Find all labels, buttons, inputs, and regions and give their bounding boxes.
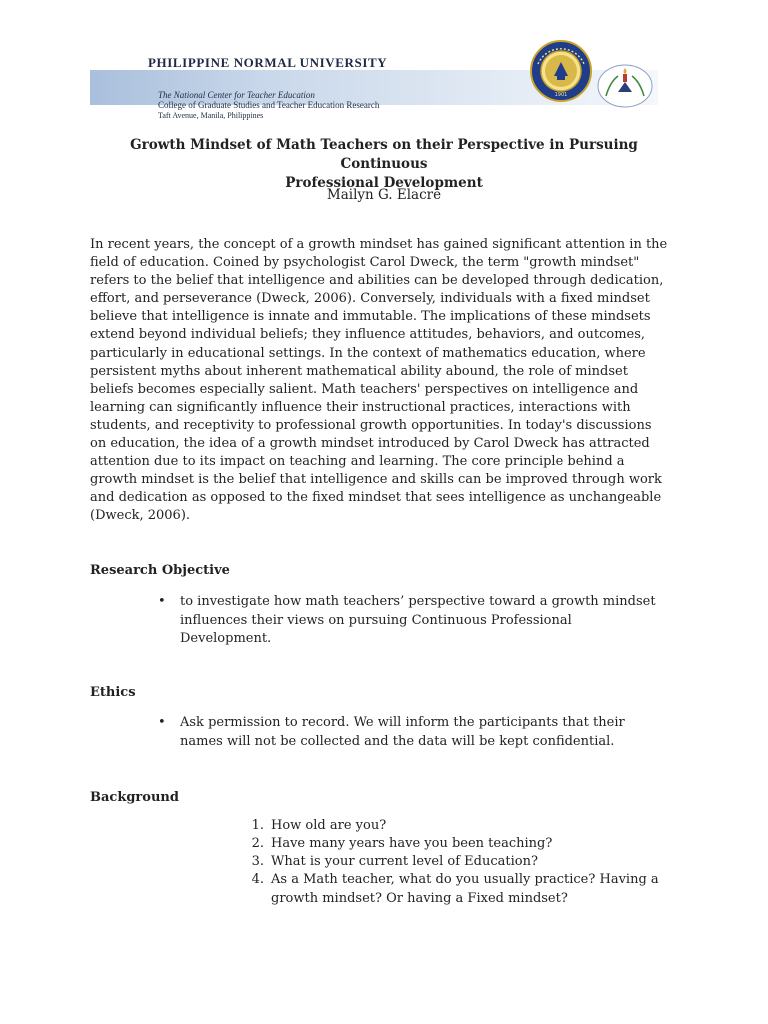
paragraph-line: believe that intelligence is innate and immutable. The implications of these mindsets bbox=[90, 309, 651, 325]
list-number: 4. bbox=[251, 872, 264, 887]
paragraph-line: refers to the belief that intelligence and abilities can be developed through dedication, bbox=[90, 273, 664, 289]
list-item bbox=[271, 835, 552, 854]
bullet: • bbox=[158, 715, 166, 730]
tagline: The National Center for Teacher Education bbox=[158, 90, 315, 100]
paragraph-line: (Dweck, 2006). bbox=[90, 508, 191, 524]
list-item bbox=[271, 871, 659, 908]
background-heading: Background bbox=[90, 790, 179, 805]
paragraph-line: extend beyond individual beliefs; they influence attitudes, behaviors, and outcomes, bbox=[90, 327, 646, 343]
paragraph-line: learning can significantly influence their instructional practices, interactions with bbox=[90, 399, 631, 415]
bullet-line: Ask permission to record. We will inform the participants that their bbox=[180, 715, 625, 730]
university-name: PHILIPPINE NORMAL UNIVERSITY bbox=[148, 55, 388, 70]
paragraph-line: and dedication as opposed to the fixed mindset that sees intelligence as unchangeable bbox=[90, 490, 662, 506]
paragraph-line: beliefs becomes especially salient. Math teachers' perspectives on intelligence and bbox=[90, 381, 639, 397]
list-item bbox=[271, 853, 538, 872]
list-number: 1. bbox=[251, 818, 264, 833]
list-item-line: How old are you? bbox=[271, 818, 387, 833]
seal-year: 1901 bbox=[554, 92, 568, 98]
ethics-text bbox=[180, 714, 625, 751]
ethics-heading: Ethics bbox=[90, 685, 136, 700]
title-line: Professional Development bbox=[285, 175, 483, 191]
paragraph-line: particularly in educational settings. In the context of mathematics education, where bbox=[90, 345, 646, 361]
paragraph-line: on education, the idea of a growth mindset introduced by Carol Dweck has attracted bbox=[90, 436, 650, 452]
title-line: Growth Mindset of Math Teachers on their Perspective in Pursuing Continuous bbox=[130, 137, 638, 172]
document-title bbox=[90, 136, 678, 193]
college-logo-icon bbox=[596, 62, 654, 108]
list-item-line: Have many years have you been teaching? bbox=[271, 836, 553, 851]
paragraph-line: persistent myths about inherent mathematical ability abound, the role of mindset bbox=[90, 363, 628, 379]
bullet: • bbox=[158, 594, 166, 609]
university-seal-icon bbox=[530, 40, 592, 102]
author-name: Mailyn G. Elacre bbox=[326, 187, 442, 203]
paragraph-line: In recent years, the concept of a growth mindset has gained significant attention in the bbox=[90, 237, 668, 252]
bullet-line: Development. bbox=[180, 631, 272, 646]
paragraph-line: attention due to its impact on teaching and learning. The core principle behind a bbox=[90, 454, 625, 470]
list-item-line: growth mindset? Or having a Fixed mindset? bbox=[271, 890, 568, 906]
list-number: 3. bbox=[251, 854, 264, 869]
paragraph-line: field of education. Coined by psychologist Carol Dweck, the term "growth mindset" bbox=[90, 255, 640, 271]
paragraph-line: effort, and perseverance (Dweck, 2006). Conversely, individuals with a fixed mindset bbox=[90, 291, 650, 307]
paragraph-line: students, and receptivity to professional growth opportunities. In today's discussions bbox=[90, 417, 652, 433]
bullet-line: names will not be collected and the data will be kept confidential. bbox=[180, 733, 615, 749]
paragraph-line: growth mindset is the belief that intelligence and skills can be improved through work bbox=[90, 472, 662, 488]
list-number: 2. bbox=[251, 836, 264, 851]
bullet-line: to investigate how math teachers’ perspective toward a growth mindset bbox=[180, 594, 656, 609]
college-name: College of Graduate Studies and Teacher Education Research bbox=[158, 100, 380, 110]
list-item bbox=[271, 817, 386, 836]
research-objective-heading: Research Objective bbox=[90, 563, 230, 578]
list-item-line: As a Math teacher, what do you usually practice? Having a bbox=[271, 872, 659, 887]
intro-paragraph bbox=[90, 236, 690, 526]
address: Taft Avenue, Manila, Philippines bbox=[158, 111, 264, 120]
list-item-line: What is your current level of Education? bbox=[271, 854, 538, 869]
research-objective-text bbox=[180, 593, 656, 649]
bullet-line: influences their views on pursuing Continuous Professional bbox=[180, 612, 572, 628]
